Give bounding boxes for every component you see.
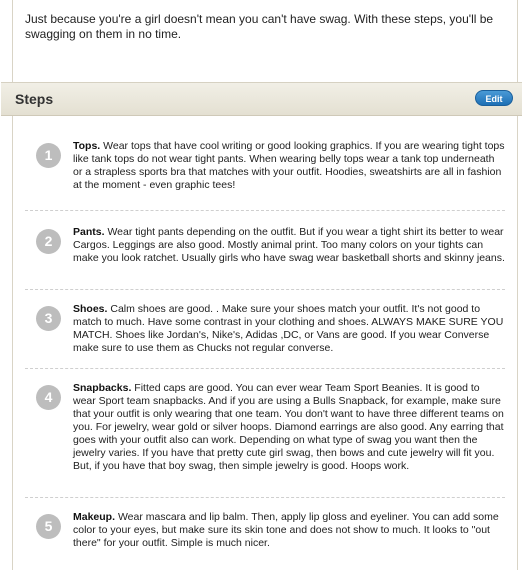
step-divider (25, 210, 505, 211)
step-body: Wear tight pants depending on the outfit. But if you wear a tight shirt its better to wear Cargos. Leggings are also good. Mostly animal print. Too many colors on your tights can make you look ratchet. Usually girls who have swag wear basketball shorts and skinny jeans. (73, 226, 505, 264)
step-text (73, 226, 505, 265)
steps-heading: Steps (15, 91, 54, 107)
article-card (12, 0, 518, 570)
edit-button[interactable]: Edit (475, 90, 513, 106)
step-divider (25, 368, 505, 369)
step-number-badge: 2 (36, 229, 61, 254)
step-number-badge: 1 (36, 143, 61, 168)
step-title: Snapbacks. (73, 382, 132, 394)
step-divider (25, 497, 505, 498)
step-text (73, 140, 505, 192)
step-divider (25, 289, 505, 290)
step-text (73, 511, 505, 550)
step-number-badge: 3 (36, 306, 61, 331)
step-title: Tops. (73, 140, 101, 152)
step-title: Pants. (73, 226, 105, 238)
intro-paragraph: Just because you're a girl doesn't mean you can't have swag. With these steps, you'll be swagging on them in no time. (25, 12, 494, 41)
step-text (73, 382, 505, 473)
step-body: Wear mascara and lip balm. Then, apply lip gloss and eyeliner. You can add some color to your eyes, but make sure its skin tone and does not show to much. It looks to "out there" for your outfit. Simple is much nicer. (73, 511, 499, 549)
step-title: Shoes. (73, 303, 108, 315)
steps-section-header (1, 82, 522, 116)
step-number-badge: 5 (36, 514, 61, 539)
step-number-badge: 4 (36, 385, 61, 410)
step-body: Fitted caps are good. You can ever wear Team Sport Beanies. It is good to wear Sport team snapbacks. And if you are using a Bulls Snapback, for example, make sure that your outfit is only wearing that one team. You don't want to have three different teams on you. For jewelry, wear gold or silver hoops. Diamond earrings are also good. Any earring that goes with your outfit also can work. Depending on what type of swag you want then the jewelry varies. If you have that pretty cute girl swag, then bows and cute jewelry will fit you. But, if you have that boy swag, then simple jewelry is good. Hoops work. (73, 382, 504, 472)
step-body: Calm shoes are good. . Make sure your shoes match your outfit. It's not good to match to much. Have some contrast in your clothing and shoes. ALWAYS MAKE SURE YOU MATCH. Shoes like Jordan's, Nike's, Adidas ,DC, or Vans are good. If you wear Converse make sure to use them as Chucks not regular converse. (73, 303, 504, 354)
step-text (73, 303, 505, 355)
step-body: Wear tops that have cool writing or good looking graphics. If you are wearing tight tops like tank tops do not wear tight pants. When wearing belly tops wear a tank top underneath or a strapless sports bra that matches with your outfit. Hoodies, sweatshirts are all in fashion at the moment - even graphic tees! (73, 140, 505, 191)
step-title: Makeup. (73, 511, 116, 523)
